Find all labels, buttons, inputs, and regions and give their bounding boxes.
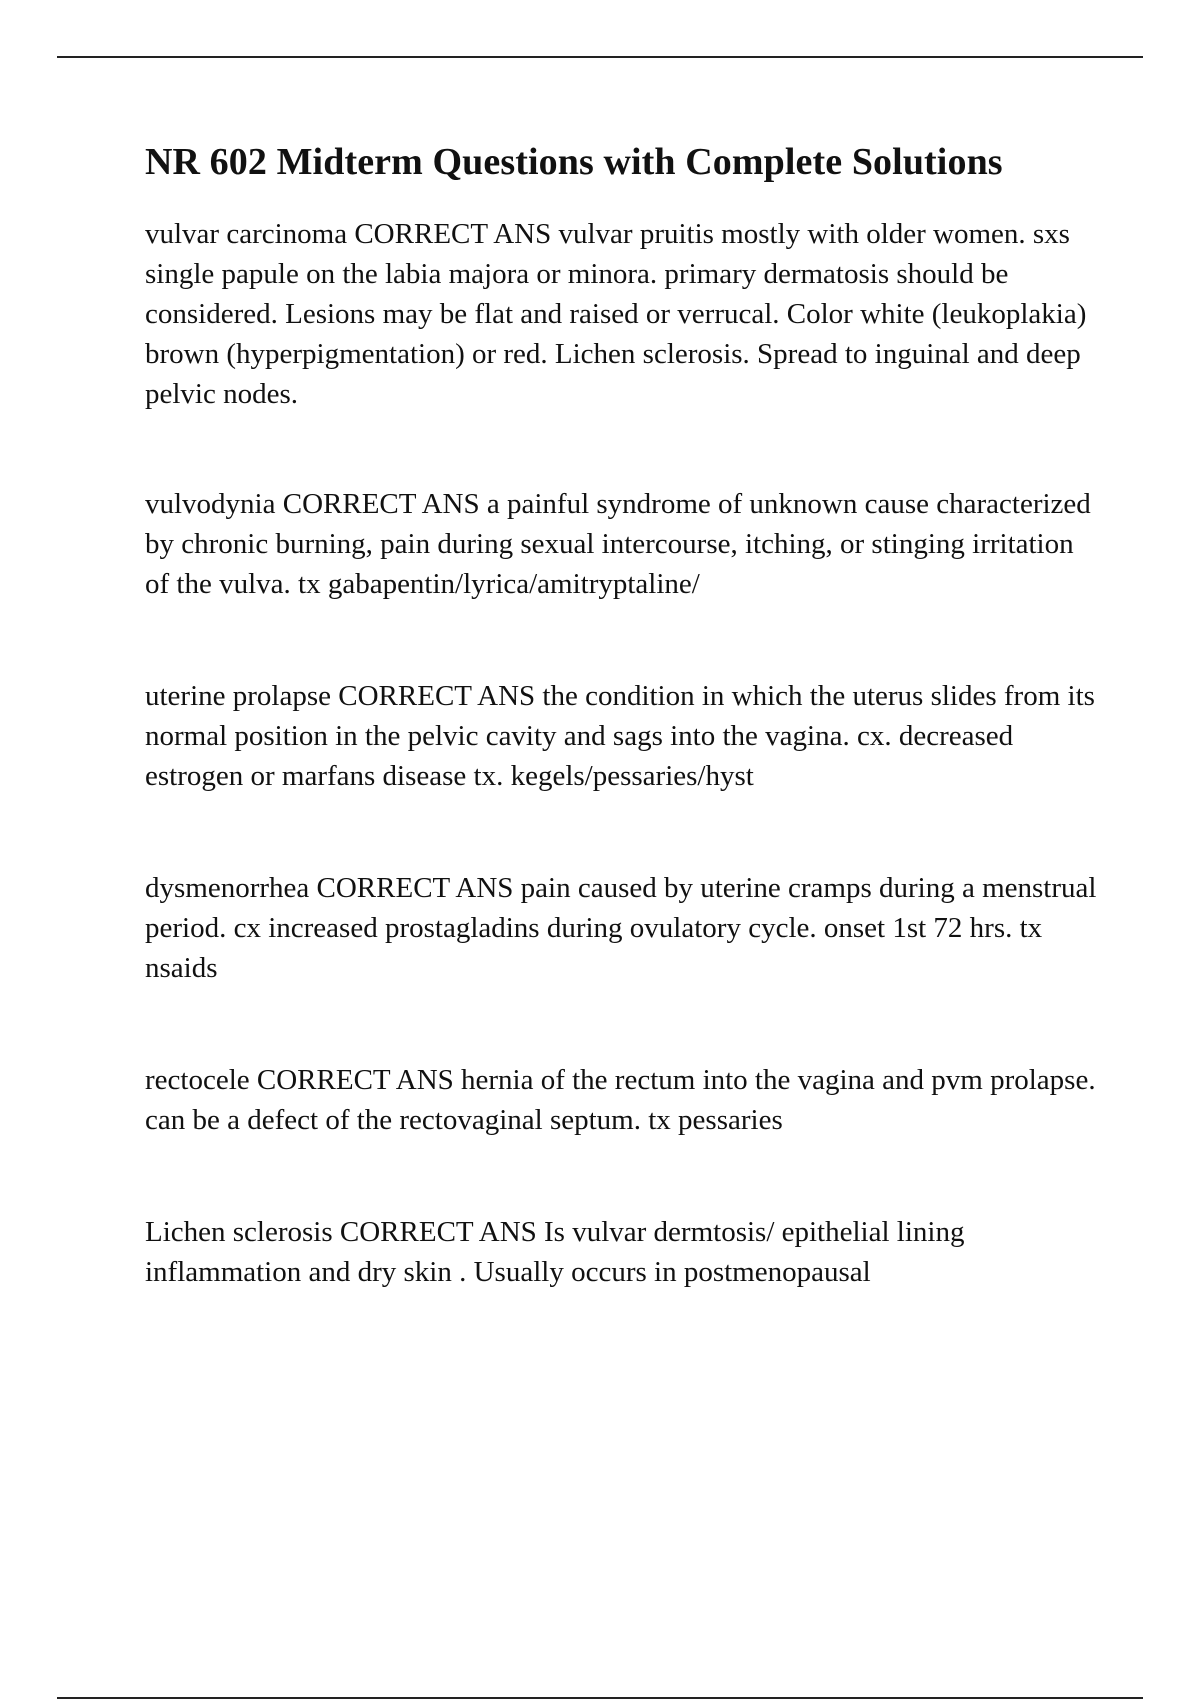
document-title: NR 602 Midterm Questions with Complete Solutions — [145, 141, 1003, 183]
bottom-rule — [57, 1697, 1143, 1699]
entry-vulvodynia: vulvodynia CORRECT ANS a painful syndrome of unknown cause characterized by chronic burning, pain during sexual intercourse, itching, or stinging irritation of the vulva. tx gabapentin/lyrica/amitryptaline/ — [145, 487, 1091, 600]
entry-rectocele: rectocele CORRECT ANS hernia of the rectum into the vagina and pvm prolapse. can be a defect of the rectovaginal septum. tx pessaries — [145, 1063, 1096, 1136]
entry-vulvar-carcinoma: vulvar carcinoma CORRECT ANS vulvar pruitis mostly with older women. sxs single papule on the labia majora or minora. primary dermatosis should be considered. Lesions may be flat and raised or verrucal. Color white (leukoplakia) brown (hyperpigmentation) or red. Lichen sclerosis. Spread to inguinal and deep pelvic nodes. — [145, 217, 1087, 410]
entry-lichen-sclerosis: Lichen sclerosis CORRECT ANS Is vulvar dermtosis/ epithelial lining inflammation and dry skin . Usually occurs in postmenopausal — [145, 1215, 965, 1288]
document-body — [145, 140, 1105, 1292]
top-rule — [57, 56, 1143, 58]
entry-uterine-prolapse: uterine prolapse CORRECT ANS the condition in which the uterus slides from its normal position in the pelvic cavity and sags into the vagina. cx. decreased estrogen or marfans disease tx. kegels/pessaries/hyst — [145, 679, 1095, 792]
entry-dysmenorrhea: dysmenorrhea CORRECT ANS pain caused by uterine cramps during a menstrual period. cx increased prostagladins during ovulatory cycle. onset 1st 72 hrs. tx nsaids — [145, 871, 1097, 984]
